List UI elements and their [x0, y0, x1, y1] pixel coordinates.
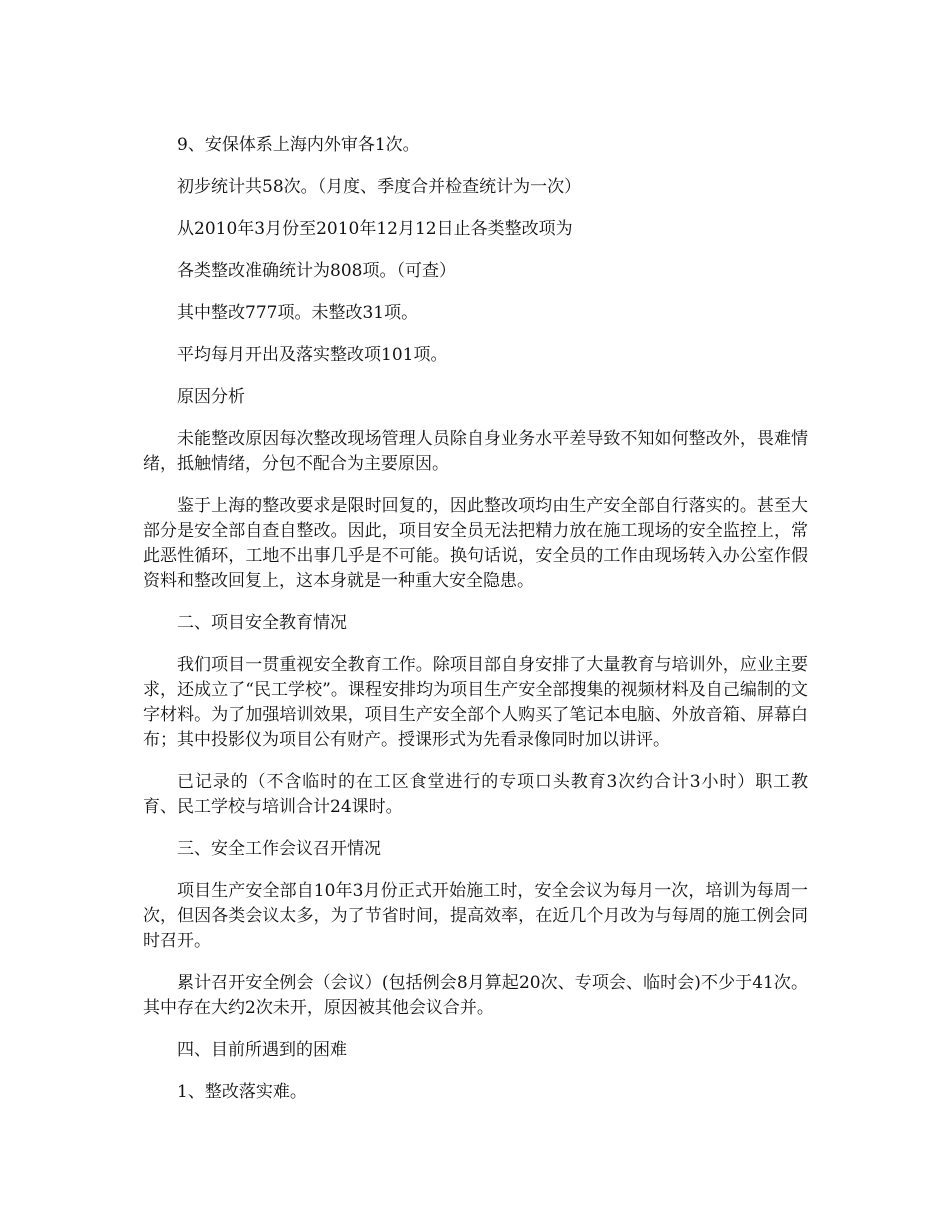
paragraph-rectification-period: 从2010年3月份至2010年12月12日止各类整改项为: [177, 219, 573, 239]
paragraph-difficulty-1: 1、整改落实难。: [177, 1082, 307, 1102]
paragraph-shanghai-requirements: 鉴于上海的整改要求是限时回复的，因此整改项均由生产安全部自行落实的。甚至大部分是安全部自查自整改。因此，项目安全员无法把精力放在施工现场的安全监控上，常此恶性循环，工地不出事几乎是不可能。换句话说，安全员的工作由现场转入办公室作假资料和整改回复上，这本身就是一种重大安全隐患。: [143, 496, 808, 591]
paragraph-inspection-count: 初步统计共58次。（月度、季度合并检查统计为一次）: [177, 177, 582, 197]
paragraph-meeting-schedule: 项目生产安全部自10年3月份正式开始施工时，安全会议为每月一次，培训为每周一次，但因各类会议太多，为了节省时间，提高效率，在近几个月改为与每周的施工例会同时召开。: [143, 881, 808, 951]
paragraph-rectification-total: 各类整改准确统计为808项。（可查）: [177, 261, 456, 281]
paragraph-safety-education-detail: 我们项目一贯重视安全教育工作。除项目部自身安排了大量教育与培训外，应业主要求，还成立了“民工学校”。课程安排均为项目生产安全部搜集的视频材料及自己编制的文字材料。为了加强培训效果，项目生产安全部个人购买了笔记本电脑、外放音箱、屏幕白布；其中投影仪为项目公有财产。授课形式为先看录像同时加以讲评。: [143, 655, 808, 750]
paragraph-training-hours: 已记录的（不含临时的在工区食堂进行的专项口头教育3次约合计3小时）职工教育、民工学校与培训合计24课时。: [143, 772, 808, 817]
heading-current-difficulties: 四、目前所遇到的困难: [177, 1040, 347, 1060]
heading-cause-analysis: 原因分析: [177, 387, 245, 407]
document-body: [143, 133, 808, 1122]
paragraph-rectified-unrectified: 其中整改777项。未整改31项。: [177, 303, 419, 323]
paragraph-internal-external-audit: 9、安保体系上海内外审各1次。: [177, 135, 420, 155]
paragraph-unrectified-reasons: 未能整改原因每次整改现场管理人员除自身业务水平差导致不知如何整改外，畏难情绪，抵触情绪，分包不配合为主要原因。: [143, 429, 808, 474]
paragraph-meeting-count: 累计召开安全例会（会议）(包括例会8月算起20次、专项会、临时会)不少于41次。其中存在大约2次未开，原因被其他会议合并。: [143, 973, 808, 1018]
paragraph-monthly-average: 平均每月开出及落实整改项101项。: [177, 345, 448, 365]
heading-safety-education: 二、项目安全教育情况: [177, 613, 347, 633]
heading-safety-meetings: 三、安全工作会议召开情况: [177, 839, 381, 859]
